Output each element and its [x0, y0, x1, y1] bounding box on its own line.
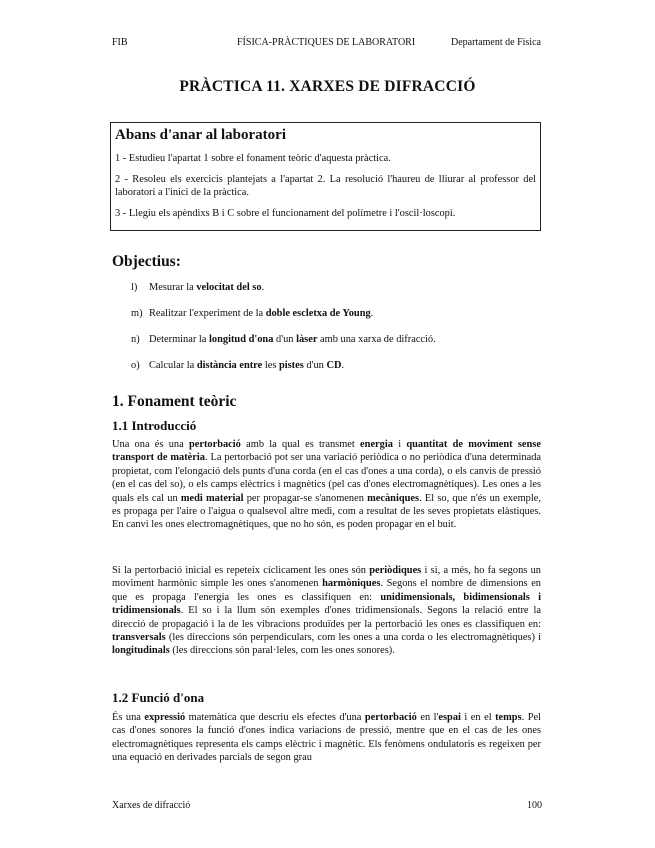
objective-marker: n) [131, 334, 140, 345]
header-right: Departament de Física [451, 37, 541, 48]
intro-paragraph-1: Una ona és una pertorbació amb la qual es transmet energia i quantitat de moviment sense transport de matèria. La pertorbació pot ser una variació periòdica o no periòdica d'una determinada propietat, com l'elongació dels punts d'una corda (en el cas d'ones a una corda), o els canvis de pressió (en el cas del so), o els camps elèctrics i magnètics (pel cas d'ones electromagnètiques). Les ones a les quals els cal un medi material per propagar-se s'anomenen mecàniques. El so, que n'és un exemple, es propaga per l'aire o l'aigua o qualsevol altre medi, com a resultat de les seves propietats elàstiques. En canvi les ones electromagnètiques, que no ho són, es poden propagar en el buit. [112, 439, 541, 531]
page-title: PRÀCTICA 11. XARXES DE DIFRACCIÓ [179, 78, 476, 95]
section-1-1-heading: 1.1 Introducció [112, 418, 197, 433]
objective-text: Mesurar la velocitat del so. [149, 282, 265, 293]
intro-paragraph-2: Si la pertorbació inicial es repeteix cíclicament les ones són periòdiques i si, a més, ho fa segons un moviment harmònic simple les ones s'anomenen harmòniques. Segons el nombre de dimensions en que es propaga l'energia les ones es classifiquen en: unidimensionals, bidimensionals i tridimensionals. El so i la llum són exemples d'ones tridimensionals. Segons la relació entre la direcció de propagació i la de les vibracions produïdes per la pertorbació les ones es classifiquen en: transversals (les direccions són perpendiculars, com les ones a una corda o les electromagnètiques) i longitudinals (les direccions són paral·leles, com les ones sonores). [112, 565, 541, 657]
objective-item [131, 359, 541, 385]
before-lab-item-1: 1 - Estudieu l'apartat 1 sobre el fonament teòric d'aquesta pràctica. [115, 153, 391, 164]
objectives-list [131, 281, 541, 385]
objective-text: Calcular la distància entre les pistes d'un CD. [149, 360, 345, 371]
before-lab-box [110, 122, 541, 231]
objective-item [131, 307, 541, 333]
wave-function-paragraph: És una expressió matemàtica que descriu els efectes d'una pertorbació en l'espai i en el temps. Pel cas d'ones sonores la funció d'ones indica variacions de pressió, mentre que en el cas de les ones electromagnètiques representa els camps elèctric i magnètic. Els fenòmens ondulatoris es regeixen per una equació en derivades parcials de segon grau [112, 712, 542, 764]
objective-marker: o) [131, 360, 140, 371]
page-number: 100 [527, 800, 542, 811]
before-lab-heading: Abans d'anar al laboratori [115, 127, 286, 143]
before-lab-item-2: 2 - Resoleu els exercicis plantejats a l'apartat 2. La resolució l'haureu de lliurar al professor del laboratori a l'inici de la pràctica. [115, 174, 536, 198]
objective-item [131, 281, 541, 307]
objective-marker: l) [131, 282, 138, 293]
objective-text: Determinar la longitud d'ona d'un làser amb una xarxa de difracció. [149, 334, 436, 345]
objective-text: Realitzar l'experiment de la doble escletxa de Young. [149, 308, 374, 319]
objective-item [131, 333, 541, 359]
section-1-2-heading: 1.2 Funció d'ona [112, 690, 205, 705]
objective-marker: m) [131, 308, 143, 319]
section-1-heading: 1. Fonament teòric [112, 393, 237, 410]
objectives-heading: Objectius: [112, 253, 181, 270]
header-center: FÍSICA-PRÀCTIQUES DE LABORATORI [237, 37, 416, 48]
footer-left: Xarxes de difracció [112, 800, 191, 811]
header-left: FIB [112, 37, 128, 48]
before-lab-item-3: 3 - Llegiu els apèndixs B i C sobre el funcionament del polímetre i l'oscil·loscopi. [115, 208, 456, 219]
